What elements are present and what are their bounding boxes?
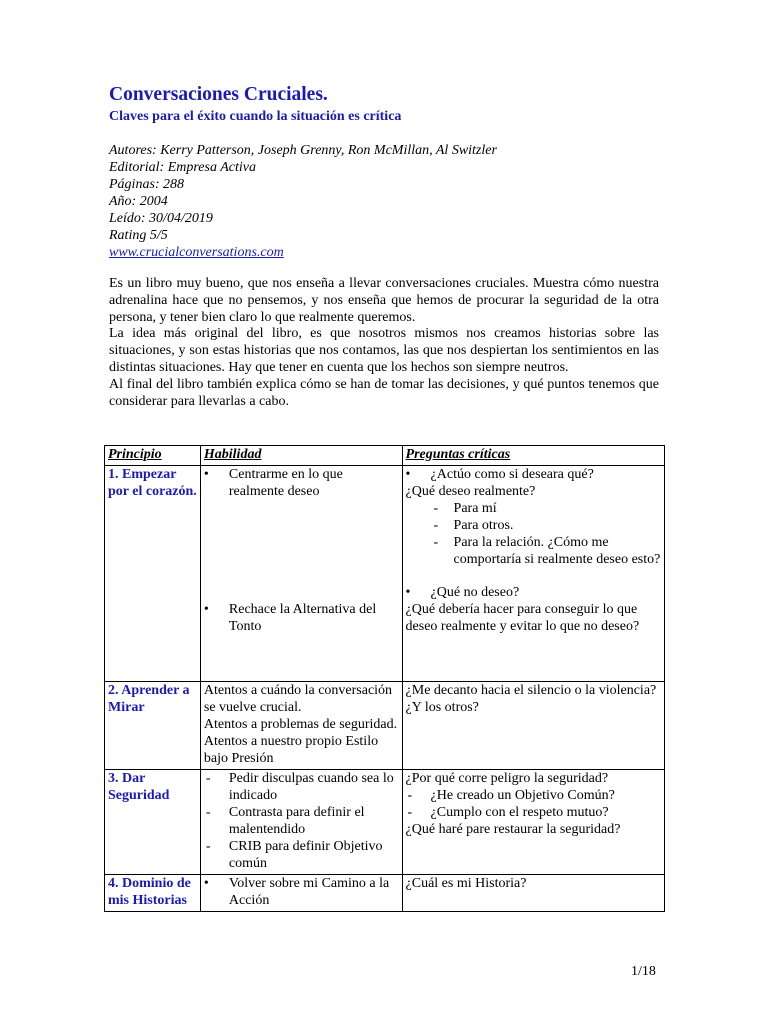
table-row xyxy=(105,466,665,682)
page-count: Páginas: 288 xyxy=(109,177,185,192)
page-number: 1/18 xyxy=(631,964,656,979)
read-date: Leído: 30/04/2019 xyxy=(109,211,213,226)
principle-cell: 4. Dominio de mis Historias xyxy=(105,875,201,912)
skill-cell: • Centrarme en lo que realmente deseo • Rechace la Alternativa del Tonto xyxy=(200,466,402,682)
publisher: Editorial: Empresa Activa xyxy=(109,160,256,175)
table-row xyxy=(105,875,665,912)
year: Año: 2004 xyxy=(109,194,168,209)
review-text xyxy=(109,276,659,410)
website-link[interactable]: www.crucialconversations.com xyxy=(109,245,284,260)
paragraph: Al final del libro también explica cómo se han de tomar las decisiones, y qué puntos tenemos que considerar para llevarlas a cabo. xyxy=(109,376,659,409)
skill-cell: Atentos a cuándo la conversación se vuelve crucial. Atentos a problemas de seguridad. Atentos a nuestro propio Estilo bajo Presión xyxy=(200,682,402,770)
header-principle: Principio xyxy=(105,446,201,466)
questions-cell: ¿Por qué corre peligro la seguridad? - ¿He creado un Objetivo Común? - ¿Cumplo con el respeto mutuo? ¿Qué haré pare restaurar la seguridad? xyxy=(402,770,664,875)
paragraph: Es un libro muy bueno, que nos enseña a llevar conversaciones cruciales. Muestra cómo nuestra adrenalina hace que no pensemos, y nos enseña que hemos de procurar la seguridad de la otra persona, y tener bien claro lo que realmente queremos. xyxy=(109,276,659,325)
questions-cell: ¿Me decanto hacia el silencio o la violencia? ¿Y los otros? xyxy=(402,682,664,770)
skill-cell: • Volver sobre mi Camino a la Acción xyxy=(200,875,402,912)
questions-cell: • ¿Actúo como si deseara qué? ¿Qué deseo realmente? - Para mí - Para otros. - Para la relación. ¿Cómo me comportaría si realmente deseo esto? • ¿Qué no deseo? ¿Qué debería hacer para conseguir lo que deseo realmente y evitar lo que no deseo? xyxy=(402,466,664,682)
table-row xyxy=(105,770,665,875)
principles-table xyxy=(104,445,665,912)
document-title: Conversaciones Cruciales. xyxy=(109,84,328,105)
authors: Autores: Kerry Patterson, Joseph Grenny, Ron McMillan, Al Switzler xyxy=(109,143,497,158)
questions-cell: ¿Cuál es mi Historia? xyxy=(402,875,664,912)
table-row xyxy=(105,682,665,770)
book-metadata xyxy=(109,142,497,261)
principle-cell: 1. Empezar por el corazón. xyxy=(105,466,201,682)
rating: Rating 5/5 xyxy=(109,228,168,243)
principle-cell: 2. Aprender a Mirar xyxy=(105,682,201,770)
paragraph: La idea más original del libro, es que nosotros mismos nos creamos historias sobre las situaciones, y son estas historias que nos contamos, las que nos despiertan los sentimientos en las distintas situaciones. Hay que tener en cuenta que los hechos son siempre neutros. xyxy=(109,326,659,375)
header-questions: Preguntas críticas xyxy=(402,446,664,466)
document-subtitle: Claves para el éxito cuando la situación es crítica xyxy=(109,109,402,124)
skill-cell: - Pedir disculpas cuando sea lo indicado - Contrasta para definir el malentendido - CRIB para definir Objetivo común xyxy=(200,770,402,875)
principle-cell: 3. Dar Seguridad xyxy=(105,770,201,875)
header-skill: Habilidad xyxy=(200,446,402,466)
table-header-row xyxy=(105,446,665,466)
